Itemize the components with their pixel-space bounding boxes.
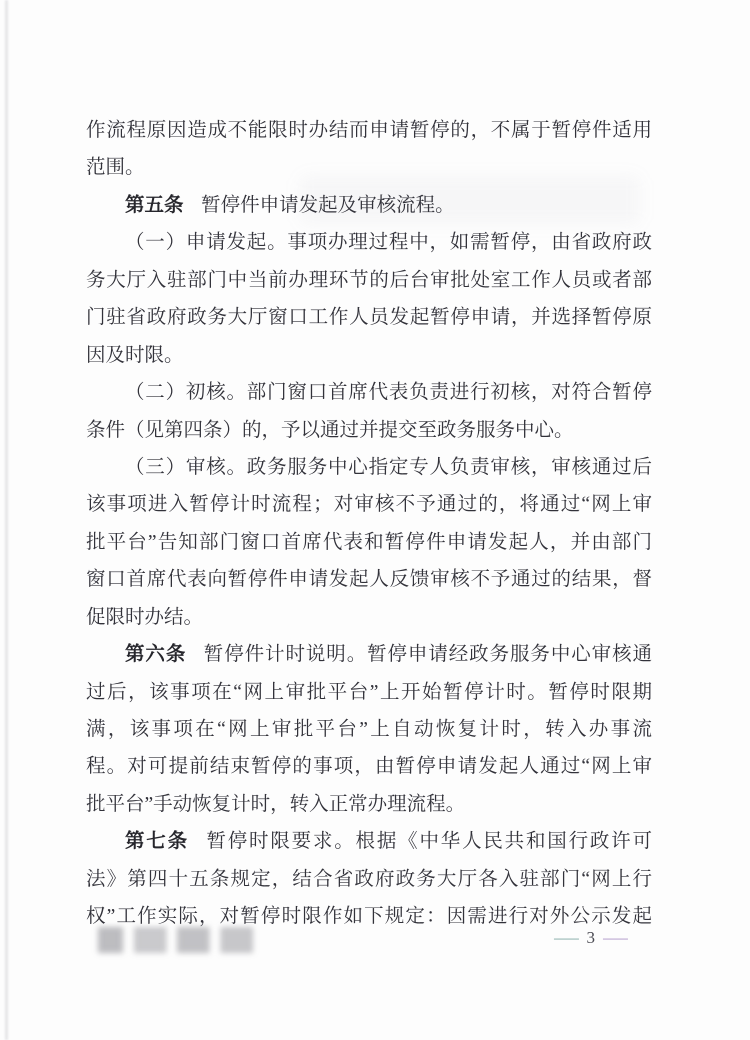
text-line: 满，该事项在“网上审批平台”上自动恢复计时，转入办事流: [86, 719, 652, 740]
text-line: 程。对可提前结束暂停的事项，由暂停申请发起人通过“网上审: [86, 756, 652, 778]
page-number: 3: [586, 928, 595, 947]
text-line: 第五条 暂停件申请发起及审核流程。: [125, 193, 455, 216]
text-line: 权”工作实际，对暂停时限作如下规定：因需进行对外公示发起: [86, 906, 652, 928]
text-line: （二）初核。部门窗口首席代表负责进行初核，对符合暂停: [125, 382, 652, 404]
text-line: 第七条 暂停时限要求。根据《中华人民共和国行政许可: [125, 830, 652, 853]
text-line: 门驻省政府政务大厅窗口工作人员发起暂停申请，并选择暂停原: [86, 307, 652, 329]
article-number: 第七条: [125, 830, 189, 853]
text-line: 法》第四十五条规定，结合省政府政务大厅各入驻部门“网上行: [86, 868, 652, 890]
text-line: 因及时限。: [86, 344, 184, 366]
text-line: 作流程原因造成不能限时办结而申请暂停的，不属于暂停件适用: [86, 120, 652, 141]
text-line: 务大厅入驻部门中当前办理环节的后台审批处室工作人员或者部: [86, 269, 652, 291]
text-line: 该事项进入暂停计时流程；对审核不予通过的，将通过“网上审: [86, 494, 652, 516]
text-line: 窗口首席代表向暂停件申请发起人反馈审核不予通过的结果，督: [86, 569, 652, 591]
page-footer: [553, 926, 628, 950]
text-line: 过后，该事项在“网上审批平台”上开始暂停计时。暂停时限期: [86, 681, 652, 703]
text-line: 批平台”手动恢复计时，转入正常办理流程。: [86, 793, 466, 815]
text-line: 批平台”告知部门窗口首席代表和暂停件申请发起人，并由部门: [86, 531, 652, 553]
article-number: 第六条: [125, 643, 187, 666]
text-line: 条件（见第四条）的，予以通过并提交至政务服务中心。: [86, 419, 574, 441]
text-line: 促限时办结。: [86, 606, 204, 628]
text-line: 范围。: [86, 157, 145, 179]
scan-edge-artifact: [5, 0, 8, 1040]
text-line: （三）审核。政务服务中心指定专人负责审核，审核通过后: [125, 456, 652, 478]
footer-dash-left: —: [553, 928, 579, 947]
text-line: （一）申请发起。事项办理过程中，如需暂停，由省政府政: [125, 232, 652, 254]
document-body: [86, 112, 652, 936]
article-number: 第五条: [125, 193, 184, 216]
scan-bleedthrough-artifact: [98, 927, 278, 953]
footer-dash-right: —: [603, 928, 628, 947]
text-line: 第六条 暂停件计时说明。暂停申请经政务服务中心审核通: [125, 643, 652, 666]
